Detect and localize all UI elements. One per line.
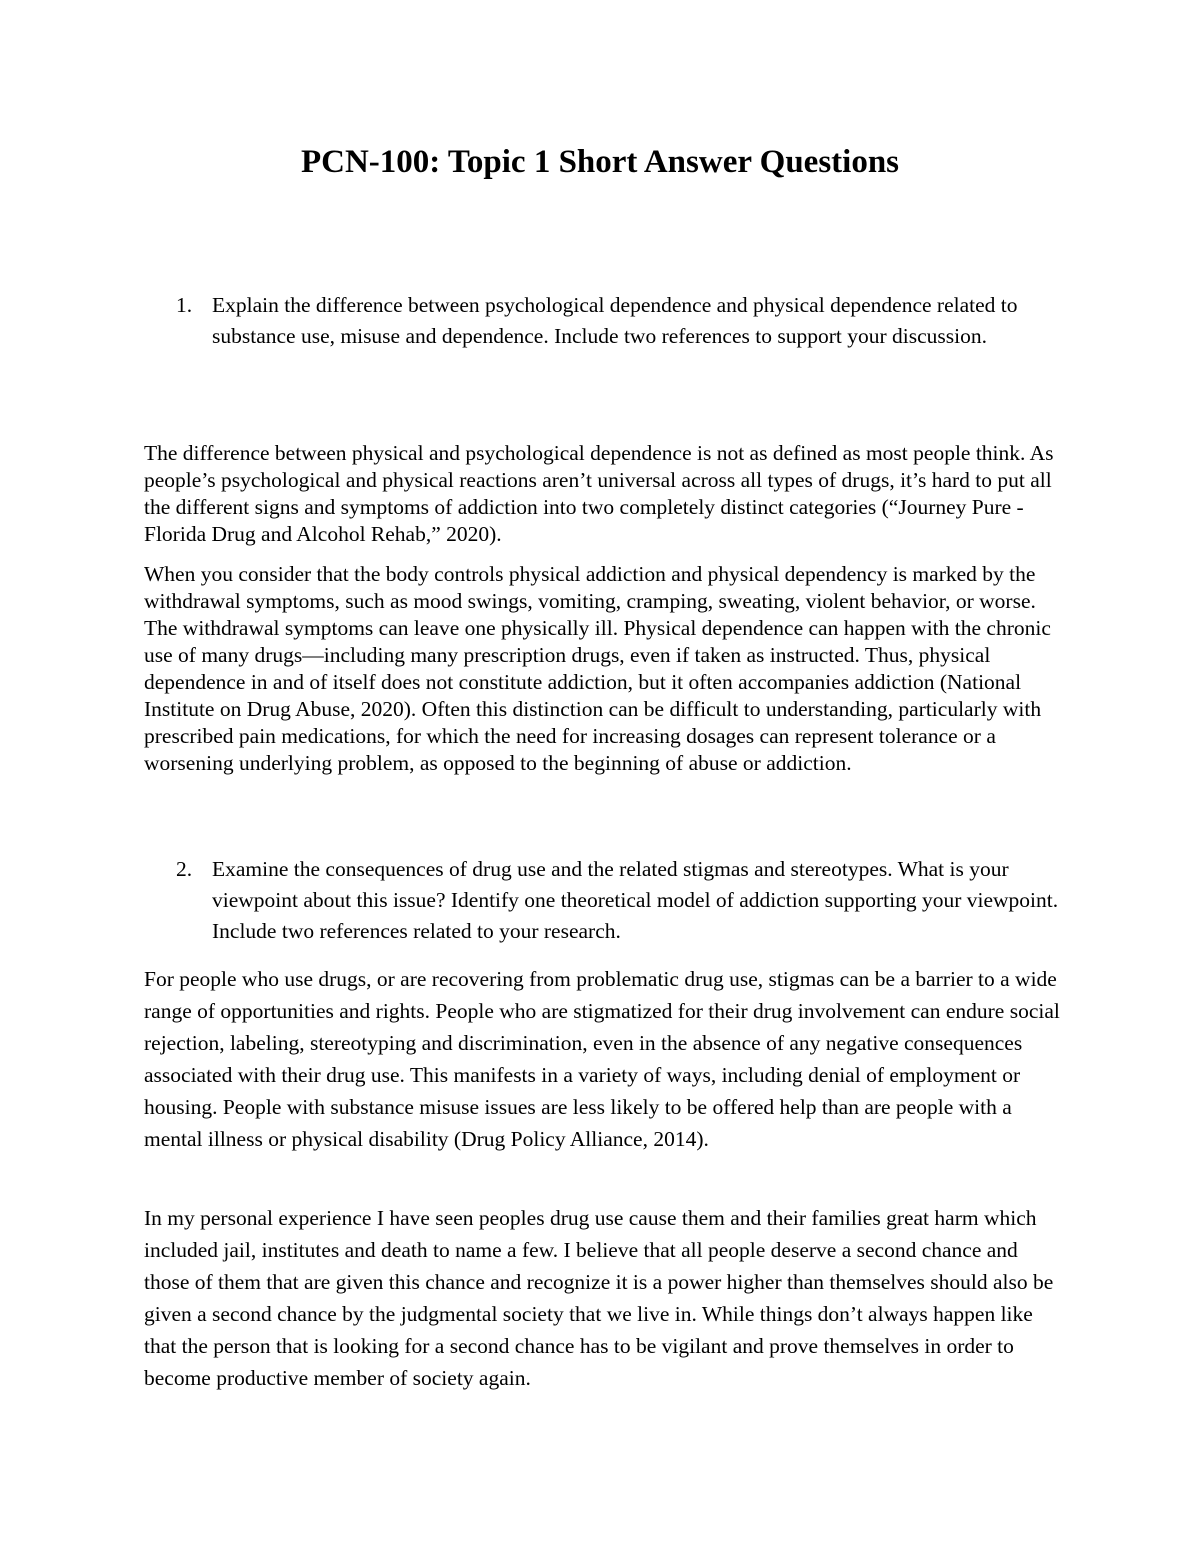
question-2 [176, 854, 1072, 947]
question-1 [176, 290, 1072, 352]
answer-2-paragraph-1: For people who use drugs, or are recovering from problematic drug use, stigmas can be a barrier to a wide range of opportunities and rights. People who are stigmatized for their drug involvement can endure social rejection, labeling, stereotyping and discrimination, even in the absence of any negative consequences associated with their drug use. This manifests in a variety of ways, including denial of employment or housing. People with substance misuse issues are less likely to be offered help than are people with a mental illness or physical disability (Drug Policy Alliance, 2014). [144, 967, 1060, 1151]
answer-1-paragraph-1: The difference between physical and psychological dependence is not as defined as most people think. As people’s psychological and physical reactions aren’t universal across all types of drugs, it’s hard to put all the different signs and symptoms of addiction into two completely distinct categories (“Journey Pure - Florida Drug and Alcohol Rehab,” 2020). [144, 441, 1054, 546]
answer-1-paragraph-2: When you consider that the body controls physical addiction and physical dependency is marked by the withdrawal symptoms, such as mood swings, vomiting, cramping, sweating, violent behavior, or worse. The withdrawal symptoms can leave one physically ill. Physical dependence can happen with the chronic use of many drugs—including many prescription drugs, even if taken as instructed. Thus, physical dependence in and of itself does not constitute addiction, but it often accompanies addiction (National Institute on Drug Abuse, 2020). Often this distinction can be difficult to understanding, particularly with prescribed pain medications, for which the need for increasing dosages can represent tolerance or a worsening underlying problem, as opposed to the beginning of abuse or addiction. [144, 562, 1051, 775]
document-title: PCN-100: Topic 1 Short Answer Questions [300, 144, 900, 180]
answer-2-paragraph-2: In my personal experience I have seen peoples drug use cause them and their families great harm which included jail, institutes and death to name a few. I believe that all people deserve a second chance and those of them that are given this chance and recognize it is a power higher than themselves should also be given a second chance by the judgmental society that we live in. While things don’t always happen like that the person that is looking for a second chance has to be vigilant and prove themselves in order to become productive member of society again. [144, 1206, 1054, 1390]
question-2-number: 2. [176, 857, 193, 881]
question-1-text: Explain the difference between psychological dependence and physical dependence related to substance use, misuse and dependence. Include two references to support your discussion. [212, 293, 1018, 348]
question-1-number: 1. [176, 293, 193, 317]
question-2-text: Examine the consequences of drug use and the related stigmas and stereotypes. What is your viewpoint about this issue? Identify one theoretical model of addiction supporting your viewpoint. Include two references related to your research. [212, 857, 1059, 943]
